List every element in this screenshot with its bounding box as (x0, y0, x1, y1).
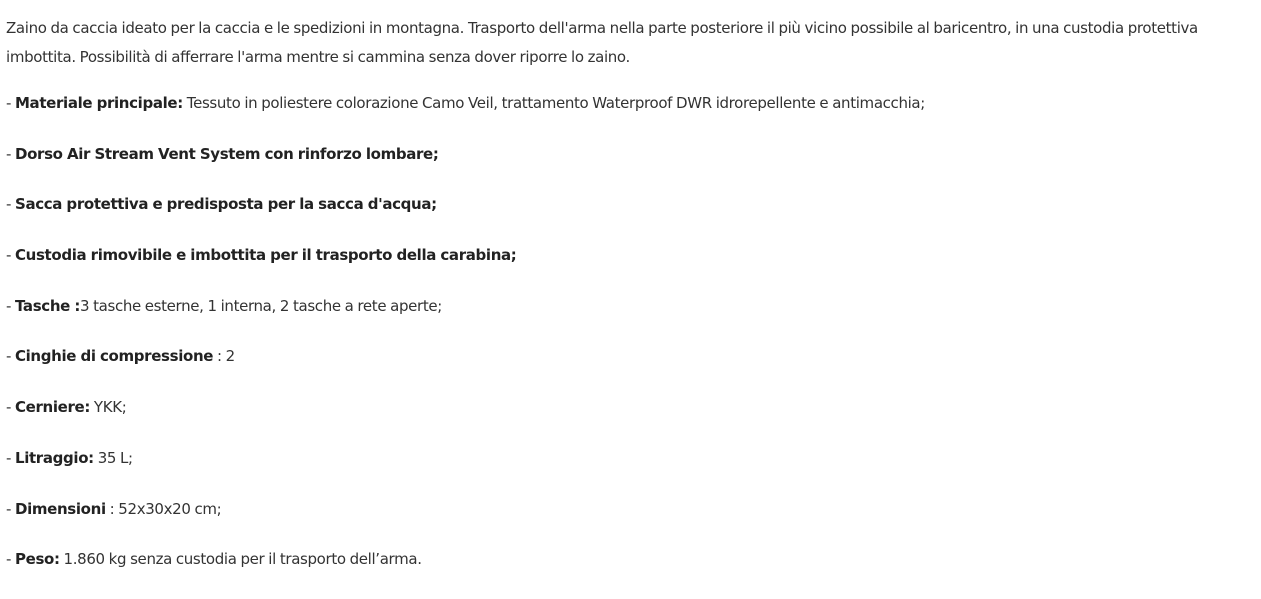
spec-prefix: - (6, 499, 15, 518)
spec-value: : 2 (213, 347, 235, 366)
spec-prefix: - (6, 246, 15, 265)
spec-item-dimensions (6, 498, 1256, 549)
spec-label: Cinghie di compressione (14, 347, 214, 366)
spec-value: 35 L; (93, 448, 133, 467)
spec-item-straps (6, 345, 1256, 396)
spec-label: Dimensioni (14, 499, 106, 518)
spec-value: Tessuto in poliestere colorazione Camo Veil, trattamento Waterproof DWR idrorepellente e antimacchia; (182, 94, 925, 112)
spec-label: Cerniere: (14, 398, 90, 417)
spec-prefix: - (6, 94, 15, 112)
spec-label: Peso: (14, 550, 60, 569)
spec-label: Tasche : (14, 296, 80, 315)
spec-prefix: - (6, 448, 15, 467)
spec-prefix: - (6, 195, 15, 214)
spec-item-back (6, 143, 1256, 194)
spec-value: YKK; (89, 398, 127, 417)
spec-prefix: - (6, 347, 15, 366)
spec-item-zippers (6, 396, 1256, 447)
spec-value: 3 tasche esterne, 1 interna, 2 tasche a rete aperte; (80, 296, 442, 315)
spec-prefix: - (6, 550, 15, 569)
spec-prefix: - (6, 398, 15, 417)
spec-item-weight (6, 548, 1256, 599)
spec-item-material (6, 92, 1256, 143)
intro-paragraph: Zaino da caccia ideato per la caccia e le spedizioni in montagna. Trasporto dell'arma nella parte posteriore il più vicino possibile al baricentro, in una custodia protettiva imbottita. Possibilità di afferrare l'arma mentre si cammina senza dover riporre lo zaino. (6, 19, 1198, 66)
spec-label: Materiale principale: (14, 94, 183, 112)
spec-label: Dorso Air Stream Vent System con rinforzo lombare; (14, 144, 439, 163)
spec-label: Custodia rimovibile e imbottita per il trasporto della carabina; (14, 246, 517, 265)
spec-prefix: - (6, 144, 15, 163)
spec-item-water-bag (6, 193, 1256, 244)
spec-label: Litraggio: (14, 448, 94, 467)
spec-item-capacity (6, 447, 1256, 498)
spec-item-rifle-case (6, 244, 1256, 295)
spec-item-pockets (6, 295, 1256, 346)
spec-label: Sacca protettiva e predisposta per la sacca d'acqua; (14, 195, 437, 214)
spec-value: 1.860 kg senza custodia per il trasporto dell’arma. (59, 550, 422, 569)
spec-list (6, 92, 1256, 599)
spec-prefix: - (6, 296, 15, 315)
spec-value: : 52x30x20 cm; (105, 499, 222, 518)
